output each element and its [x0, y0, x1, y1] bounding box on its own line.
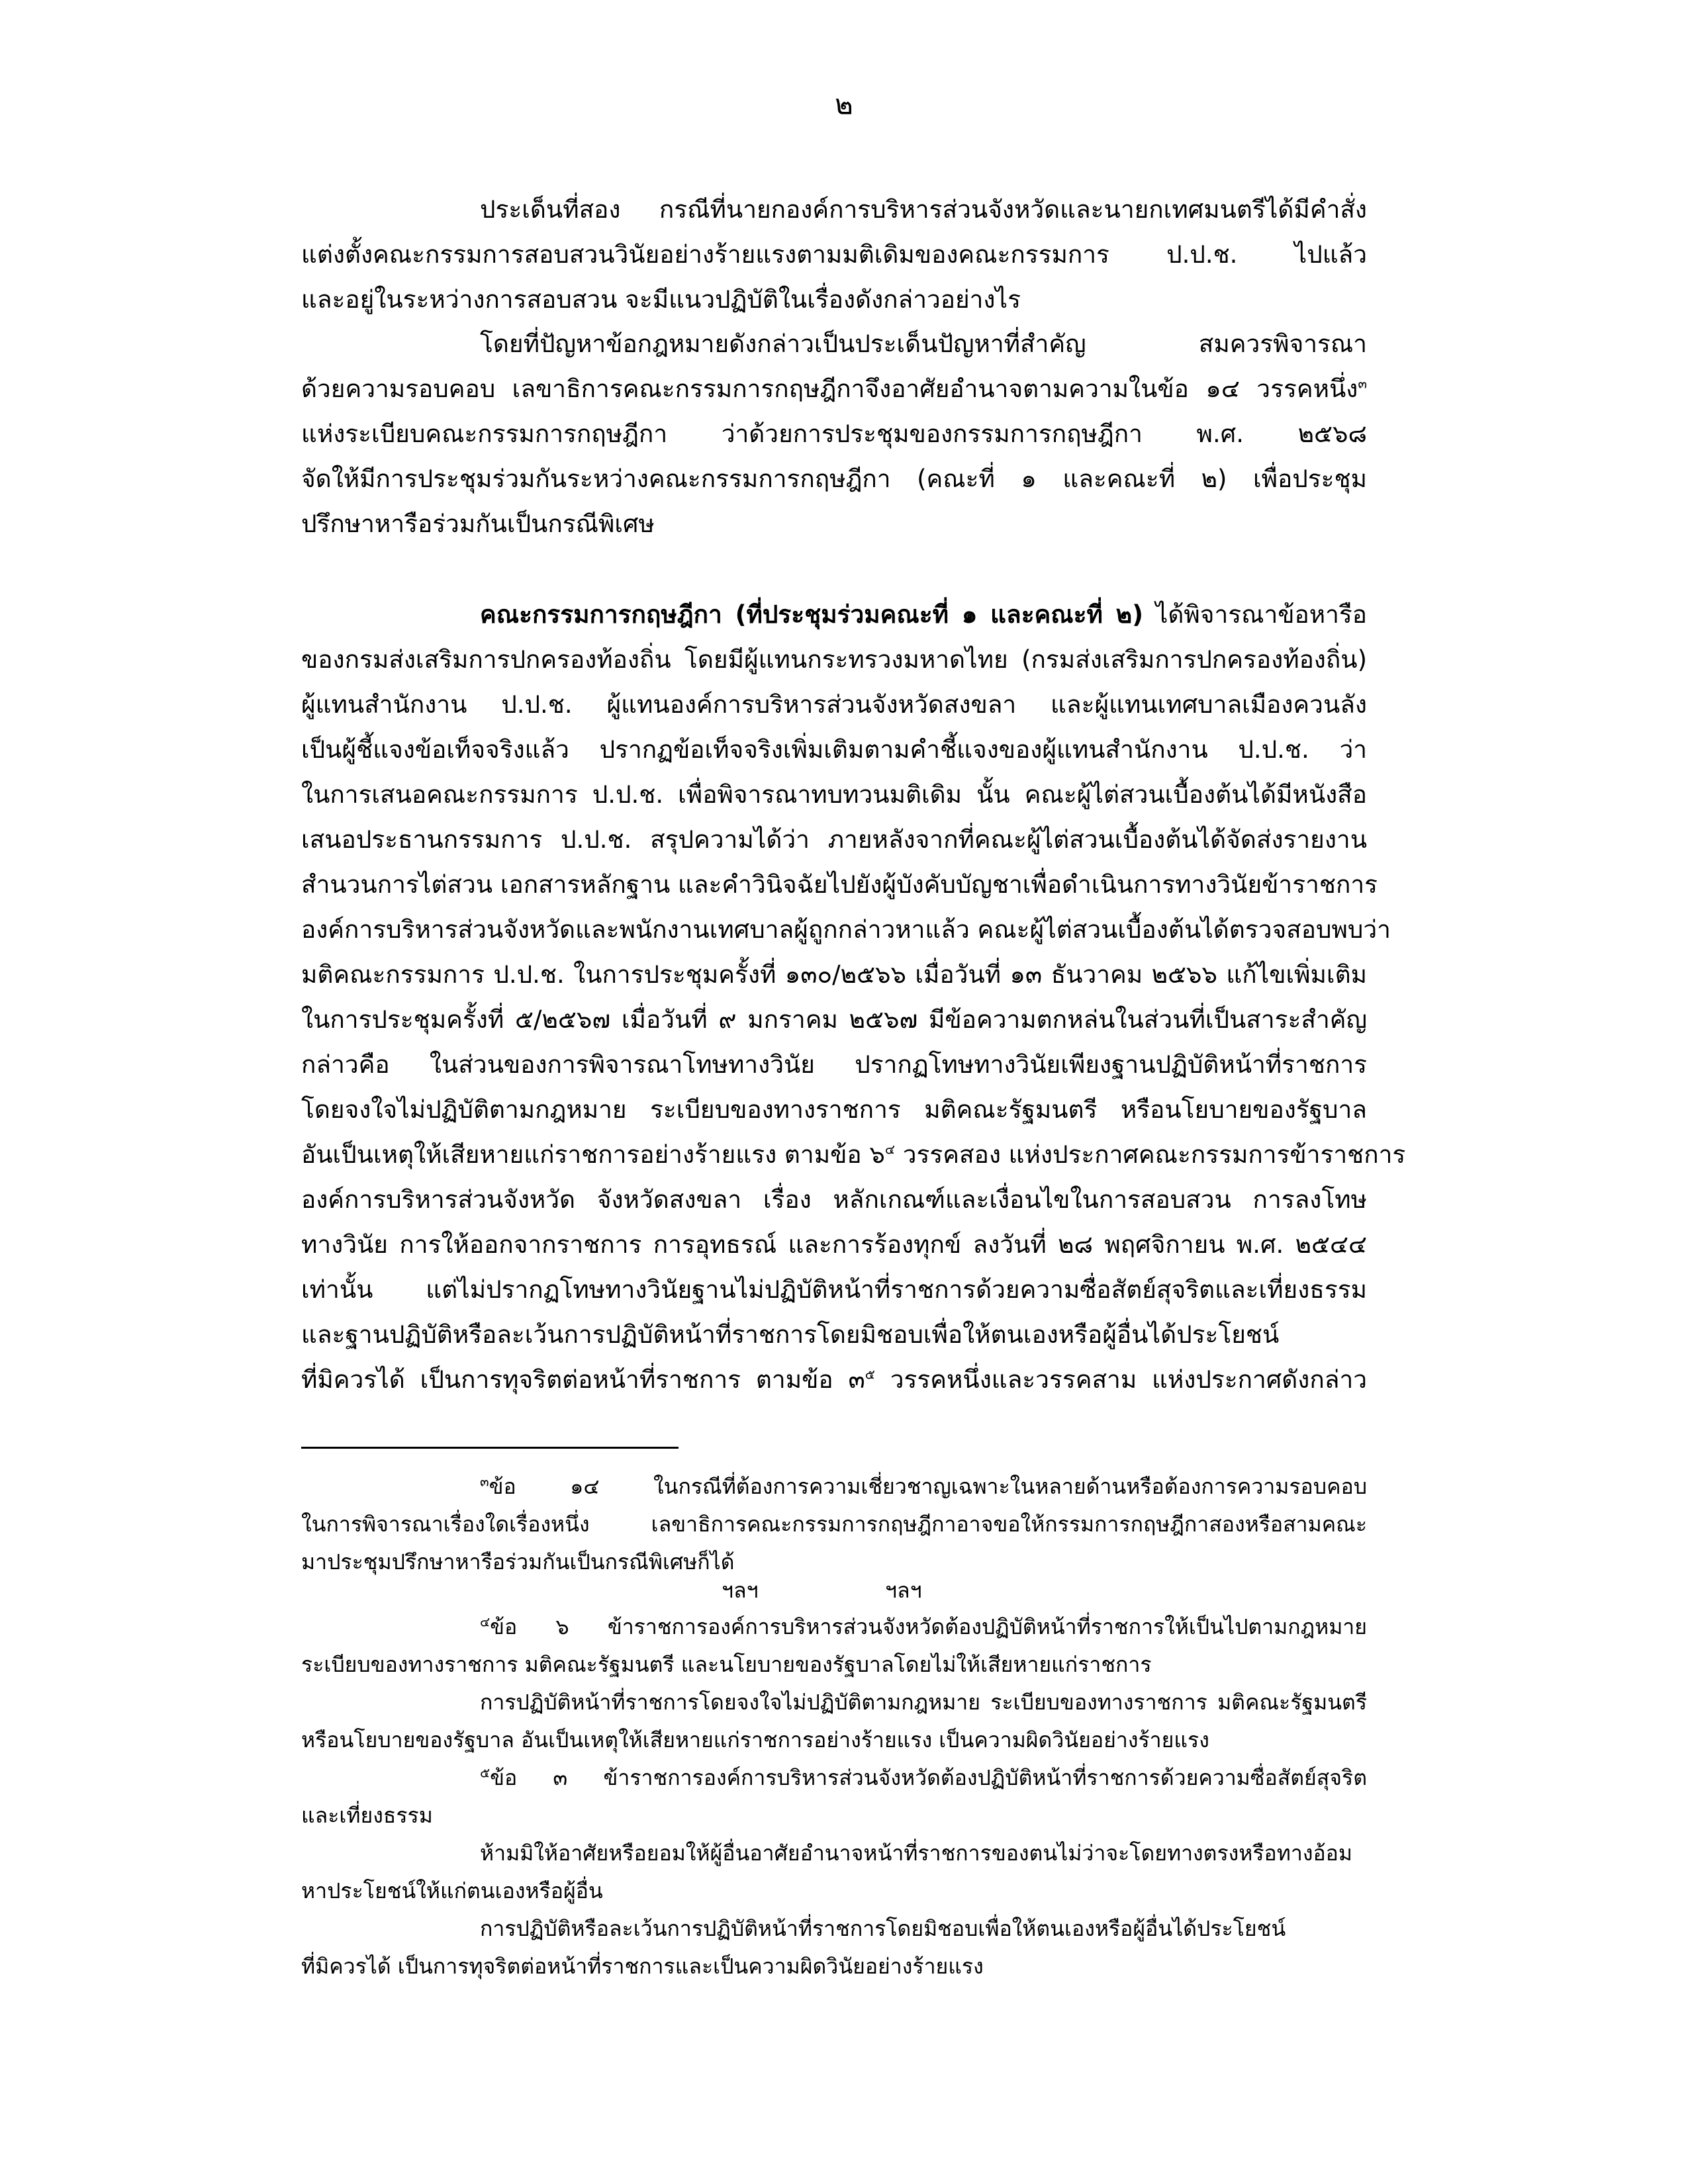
footnote-line: ที่มิควรได้ เป็นการทุจริตต่อหน้าที่ราชการและเป็นความผิดวินัยอย่างร้ายแรง: [301, 1954, 984, 1979]
text-line: ในการเสนอคณะกรรมการ ป.ป.ช. เพื่อพิจารณาทบทวนมติเดิม นั้น คณะผู้ไต่สวนเบื้องต้นได้มีหนังสือ: [301, 780, 1367, 809]
footnote-line: การปฏิบัติหน้าที่ราชการโดยจงใจไม่ปฏิบัติตามกฎหมาย ระเบียบของทางราชการ มติคณะรัฐมนตรี: [480, 1690, 1367, 1715]
text-line: มติคณะกรรมการ ป.ป.ช. ในการประชุมครั้งที่ ๑๓๐/๒๕๖๖ เมื่อวันที่ ๑๓ ธันวาคม ๒๕๖๖ แก้ไขเพิ่มเติม: [301, 960, 1367, 989]
text-segment: ได้พิจารณาข้อหารือ: [1143, 600, 1367, 629]
text-line: เท่านั้น แต่ไม่ปรากฏโทษทางวินัยฐานไม่ปฏิบัติหน้าที่ราชการด้วยความซื่อสัตย์สุจริตและเที่ยงธรรม: [301, 1275, 1367, 1304]
text-segment: ด้วยความรอบคอบ เลขาธิการคณะกรรมการกฤษฎีกาจึงอาศัยอำนาจตามความในข้อ ๑๔ วรรคหนึ่ง: [301, 375, 1358, 403]
text-line: องค์การบริหารส่วนจังหวัดและพนักงานเทศบาลผู้ถูกกล่าวหาแล้ว คณะผู้ไต่สวนเบื้องต้นได้ตรวจสอบพบว่า: [301, 915, 1391, 944]
footnotes-4-5: [301, 1608, 1367, 1985]
footnote-line: ในการพิจารณาเรื่องใดเรื่องหนึ่ง เลขาธิการคณะกรรมการกฤษฎีกาอาจขอให้กรรมการกฤษฎีกาสองหรือสามคณะ: [301, 1512, 1367, 1537]
paragraph-council-deliberation: [301, 592, 1406, 1402]
etcetera-mark: ฯลฯ: [722, 1578, 759, 1603]
paragraph-issue-two: [301, 187, 1367, 322]
text-line: ปรึกษาหารือร่วมกันเป็นกรณีพิเศษ: [301, 510, 655, 538]
footnote-line: [301, 1468, 1367, 1506]
footnote-3-marker: ๓: [480, 1473, 489, 1490]
text-line: แห่งระเบียบคณะกรรมการกฤษฎีกา ว่าด้วยการประชุมของกรรมการกฤษฎีกา พ.ศ. ๒๕๖๘: [301, 420, 1367, 448]
footnote-line: มาประชุมปรึกษาหารือร่วมกันเป็นกรณีพิเศษก็ได้: [301, 1549, 735, 1574]
text-line: สำนวนการไต่สวน เอกสารหลักฐาน และคำวินิจฉัยไปยังผู้บังคับบัญชาเพื่อดำเนินการทางวินัยข้าราชการ: [301, 870, 1378, 899]
text-line: [301, 592, 1367, 637]
text-line: ผู้แทนสำนักงาน ป.ป.ช. ผู้แทนองค์การบริหารส่วนจังหวัดสงขลา และผู้แทนเทศบาลเมืองควนลัง: [301, 690, 1367, 719]
text-line: และอยู่ในระหว่างการสอบสวน จะมีแนวปฏิบัติในเรื่องดังกล่าวอย่างไร: [301, 285, 1021, 314]
footnote-marker-5[interactable]: ๕: [865, 1366, 875, 1383]
footnote-line: หาประโยชน์ให้แก่ตนเองหรือผู้อื่น: [301, 1878, 603, 1903]
footnote-line: หรือนโยบายของรัฐบาล อันเป็นเหตุให้เสียหายแก่ราชการอย่างร้ายแรง เป็นความผิดวินัยอย่างร้ายแรง: [301, 1727, 1209, 1752]
text-line: จัดให้มีการประชุมร่วมกันระหว่างคณะกรรมการกฤษฎีกา (คณะที่ ๑ และคณะที่ ๒) เพื่อประชุม: [301, 465, 1367, 493]
text-line: ในการประชุมครั้งที่ ๕/๒๕๖๗ เมื่อวันที่ ๙ มกราคม ๒๕๖๗ มีข้อความตกหล่นในส่วนที่เป็นสาระสำคัญ: [301, 1005, 1367, 1034]
text-line: [301, 1132, 1406, 1177]
footnote-line: ระเบียบของทางราชการ มติคณะรัฐมนตรี และนโยบายของรัฐบาลโดยไม่ให้เสียหายแก่ราชการ: [301, 1652, 1152, 1677]
text-segment: วรรคหนึ่งและวรรคสาม แห่งประกาศดังกล่าว: [874, 1365, 1367, 1394]
text-line: ประเด็นที่สอง กรณีที่นายกองค์การบริหารส่วนจังหวัดและนายกเทศมนตรีได้มีคำสั่ง: [480, 195, 1367, 224]
text-line: โดยจงใจไม่ปฏิบัติตามกฎหมาย ระเบียบของทางราชการ มติคณะรัฐมนตรี หรือนโยบายของรัฐบาล: [301, 1095, 1367, 1124]
bold-heading-lead: คณะกรรมการกฤษฎีกา (ที่ประชุมร่วมคณะที่ ๑ และคณะที่ ๒): [480, 600, 1144, 629]
text-line: องค์การบริหารส่วนจังหวัด จังหวัดสงขลา เรื่อง หลักเกณฑ์และเงื่อนไขในการสอบสวน การลงโทษ: [301, 1185, 1367, 1214]
text-segment: ข้อ ๖ ข้าราชการองค์การบริหารส่วนจังหวัดต้องปฏิบัติหน้าที่ราชการให้เป็นไปตามกฎหมาย: [490, 1614, 1367, 1639]
text-line: เสนอประธานกรรมการ ป.ป.ช. สรุปความได้ว่า ภายหลังจากที่คณะผู้ไต่สวนเบื้องต้นได้จัดส่งรายงาน: [301, 825, 1367, 854]
text-line: เป็นผู้ชี้แจงข้อเท็จจริงแล้ว ปรากฏข้อเท็จจริงเพิ่มเติมตามคำชี้แจงของผู้แทนสำนักงาน ป.ป.ช. ว่า: [301, 735, 1367, 764]
footnote-line: และเที่ยงธรรม: [301, 1803, 433, 1828]
footnote-marker-4[interactable]: ๔: [884, 1141, 895, 1158]
page-number: ๒: [835, 88, 853, 120]
text-line: โดยที่ปัญหาข้อกฎหมายดังกล่าวเป็นประเด็นปัญหาที่สำคัญ สมควรพิจารณา: [480, 330, 1367, 358]
text-line: กล่าวคือ ในส่วนของการพิจารณาโทษทางวินัย ปรากฏโทษทางวินัยเพียงฐานปฏิบัติหน้าที่ราชการ: [301, 1050, 1367, 1079]
text-line: แต่งตั้งคณะกรรมการสอบสวนวินัยอย่างร้ายแรงตามมติเดิมของคณะกรรมการ ป.ป.ช. ไปแล้ว: [301, 240, 1367, 269]
footnote-4-marker: ๔: [480, 1614, 491, 1630]
text-line: [301, 1357, 1367, 1402]
text-line: และฐานปฏิบัติหรือละเว้นการปฏิบัติหน้าที่ราชการโดยมิชอบเพื่อให้ตนเองหรือผู้อื่นได้ประโยชน์: [301, 1320, 1280, 1349]
footnote-marker-3[interactable]: ๓: [1358, 375, 1367, 392]
text-segment: ข้อ ๓ ข้าราชการองค์การบริหารส่วนจังหวัดต้องปฏิบัติหน้าที่ราชการด้วยความซื่อสัตย์สุจริต: [490, 1765, 1367, 1790]
text-line: [301, 367, 1367, 412]
text-segment: อันเป็นเหตุให้เสียหายแก่ราชการอย่างร้ายแรง ตามข้อ ๖: [301, 1140, 885, 1169]
footnote-3: [301, 1468, 1367, 1581]
footnote-5-marker: ๕: [480, 1764, 491, 1781]
etcetera-mark: ฯลฯ: [885, 1578, 922, 1603]
text-line: ทางวินัย การให้ออกจากราชการ การอุทธรณ์ และการร้องทุกข์ ลงวันที่ ๒๘ พฤศจิกายน พ.ศ. ๒๕๔๔: [301, 1230, 1367, 1259]
footnote-separator: [301, 1447, 679, 1449]
text-segment: ที่มิควรได้ เป็นการทุจริตต่อหน้าที่ราชการ ตามข้อ ๓: [301, 1365, 865, 1394]
text-segment: วรรคสอง แห่งประกาศคณะกรรมการข้าราชการ: [895, 1140, 1406, 1169]
footnote-line: [301, 1759, 1367, 1797]
text-line: ของกรมส่งเสริมการปกครองท้องถิ่น โดยมีผู้แทนกระทรวงมหาดไทย (กรมส่งเสริมการปกครองท้องถิ่น): [301, 645, 1367, 674]
footnote-line: การปฏิบัติหรือละเว้นการปฏิบัติหน้าที่ราชการโดยมิชอบเพื่อให้ตนเองหรือผู้อื่นได้ประโยชน์: [480, 1916, 1286, 1941]
text-segment: ข้อ ๑๔ ในกรณีที่ต้องการความเชี่ยวชาญเฉพาะในหลายด้านหรือต้องการความรอบคอบ: [489, 1474, 1367, 1499]
footnote-line: [301, 1608, 1367, 1646]
paragraph-joint-meeting: [301, 322, 1367, 547]
footnote-line: ห้ามมิให้อาศัยหรือยอมให้ผู้อื่นอาศัยอำนาจหน้าที่ราชการของตนไม่ว่าจะโดยทางตรงหรือทางอ้อม: [480, 1841, 1352, 1866]
